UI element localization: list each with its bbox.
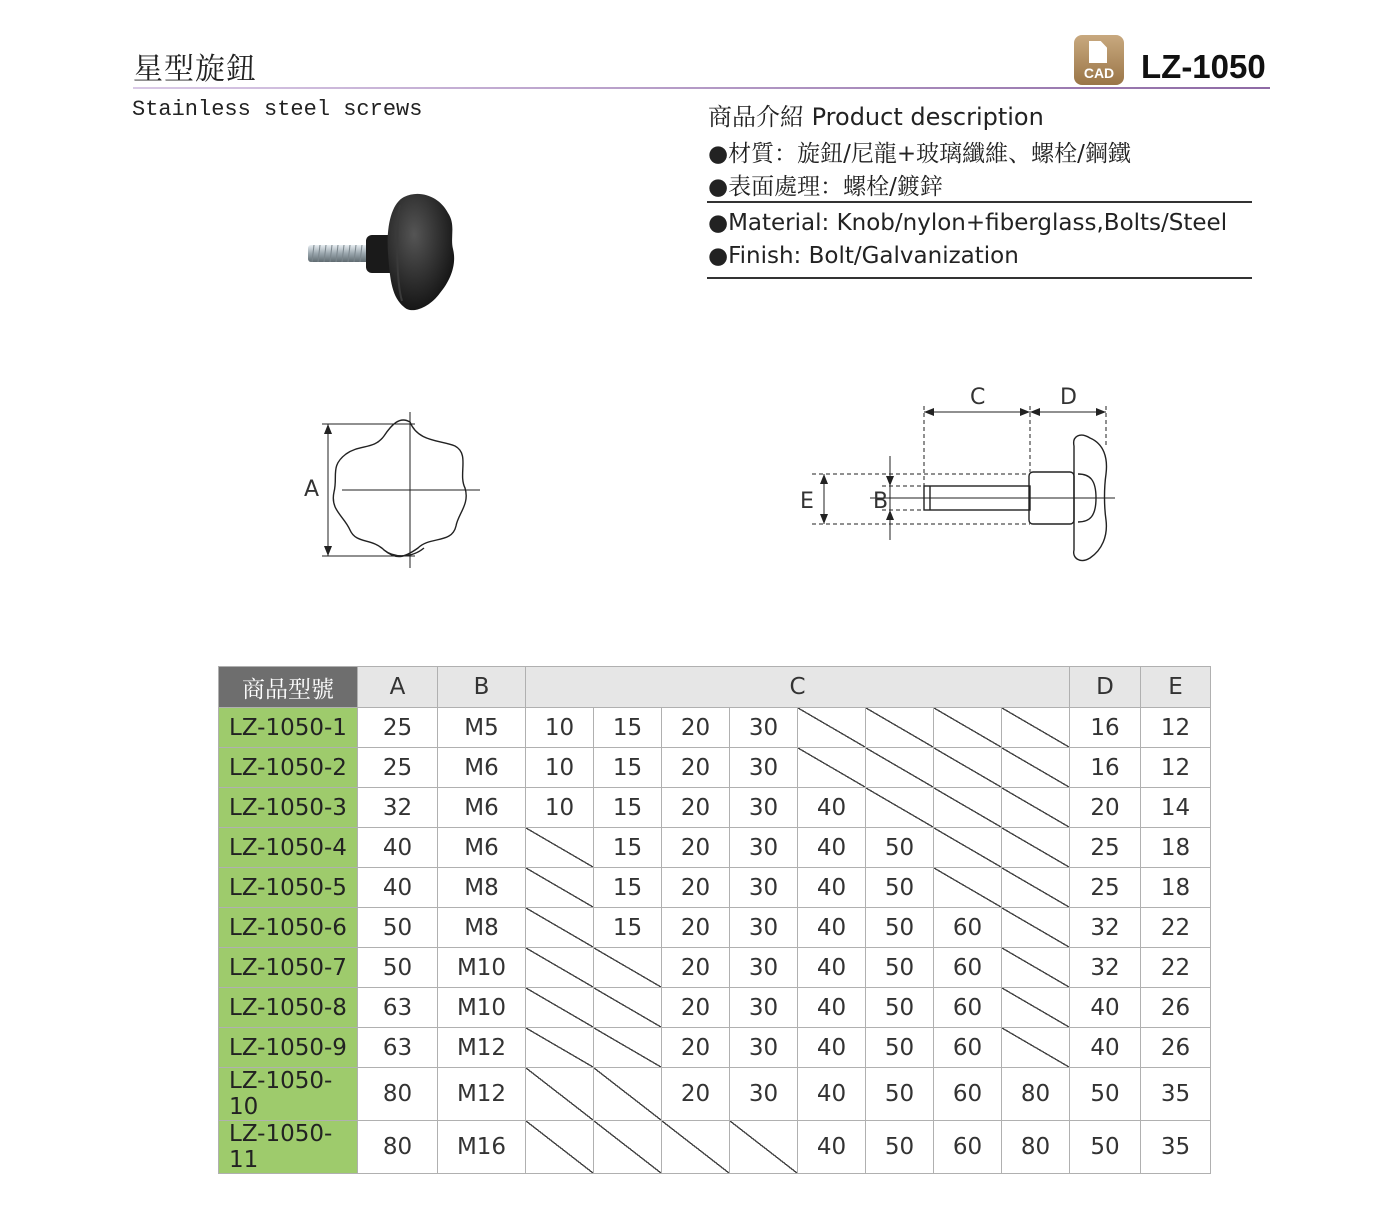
table-row: [219, 788, 1211, 828]
cell-d: 50: [1070, 1121, 1141, 1174]
dimension-label-b: B: [873, 489, 889, 514]
cell-a: 50: [358, 948, 438, 988]
cell-c-empty: [594, 1068, 662, 1121]
cell-e: 22: [1141, 908, 1211, 948]
cell-a: 80: [358, 1068, 438, 1121]
cell-c: 50: [866, 868, 934, 908]
cell-c: 30: [730, 788, 798, 828]
cell-c: 30: [730, 748, 798, 788]
cell-c: 40: [798, 1121, 866, 1174]
table-row: [219, 1121, 1211, 1174]
cell-c-empty: [526, 1068, 594, 1121]
material-en: ●Material: Knob/nylon+fiberglass,Bolts/Steel: [708, 210, 1228, 236]
cell-c-empty: [526, 908, 594, 948]
cell-b: M10: [438, 948, 526, 988]
cell-c: 15: [594, 828, 662, 868]
table-row: [219, 1028, 1211, 1068]
cell-c-empty: [730, 1121, 798, 1174]
cell-e: 14: [1141, 788, 1211, 828]
cell-c-empty: [1002, 788, 1070, 828]
table-header-row: [219, 667, 1211, 708]
cell-c-empty: [934, 748, 1002, 788]
cell-c: 60: [934, 1121, 1002, 1174]
cell-a: 25: [358, 748, 438, 788]
cell-c: 30: [730, 708, 798, 748]
cell-c: 50: [866, 828, 934, 868]
description-heading: 商品介紹 Product description: [708, 103, 1044, 131]
front-view-drawing: [300, 410, 490, 570]
description-bottom-divider: [707, 277, 1252, 279]
cell-c: 15: [594, 788, 662, 828]
cell-c: 15: [594, 908, 662, 948]
cell-c-empty: [934, 788, 1002, 828]
cell-model: LZ-1050-11: [219, 1121, 358, 1174]
description-divider: [707, 201, 1252, 203]
cell-c-empty: [866, 788, 934, 828]
cell-model: LZ-1050-9: [219, 1028, 358, 1068]
header-e: E: [1141, 667, 1211, 708]
cell-b: M5: [438, 708, 526, 748]
cell-c: 20: [662, 708, 730, 748]
cell-c: 20: [662, 748, 730, 788]
cell-e: 26: [1141, 1028, 1211, 1068]
cad-label: CAD: [1083, 65, 1115, 81]
header-model: 商品型號: [219, 667, 358, 708]
dimension-label-a: A: [304, 477, 320, 502]
cell-e: 18: [1141, 828, 1211, 868]
header-b: B: [438, 667, 526, 708]
cell-c-empty: [934, 828, 1002, 868]
cad-download-button[interactable]: [1074, 35, 1124, 85]
cell-c: 15: [594, 748, 662, 788]
cell-c-empty: [594, 988, 662, 1028]
cell-model: LZ-1050-2: [219, 748, 358, 788]
cell-c: 40: [798, 908, 866, 948]
cell-c: 40: [798, 1068, 866, 1121]
cell-d: 50: [1070, 1068, 1141, 1121]
cell-e: 12: [1141, 708, 1211, 748]
cell-c-empty: [526, 1121, 594, 1174]
table-row: [219, 948, 1211, 988]
table-row: [219, 988, 1211, 1028]
header-a: A: [358, 667, 438, 708]
cell-e: 18: [1141, 868, 1211, 908]
cell-c: 30: [730, 948, 798, 988]
cell-c: 30: [730, 1028, 798, 1068]
table-row: [219, 708, 1211, 748]
cell-c-empty: [526, 868, 594, 908]
cell-c: 50: [866, 988, 934, 1028]
cell-c: 50: [866, 1121, 934, 1174]
cell-e: 22: [1141, 948, 1211, 988]
cell-c: 20: [662, 1028, 730, 1068]
cell-c: 15: [594, 868, 662, 908]
side-view-drawing: [790, 378, 1120, 578]
cell-c: 40: [798, 868, 866, 908]
cell-c-empty: [1002, 1028, 1070, 1068]
cell-c: 10: [526, 788, 594, 828]
cell-c-empty: [594, 948, 662, 988]
table-row: [219, 1068, 1211, 1121]
cell-c: 40: [798, 948, 866, 988]
material-cn: ●材質：旋鈕/尼龍+玻璃纖維、螺栓/鋼鐵: [708, 141, 1131, 167]
cell-b: M6: [438, 828, 526, 868]
cell-c: 50: [866, 1028, 934, 1068]
cell-c: 20: [662, 788, 730, 828]
cell-d: 40: [1070, 1028, 1141, 1068]
cell-c: 30: [730, 868, 798, 908]
cell-c-empty: [662, 1121, 730, 1174]
table-row: [219, 748, 1211, 788]
cell-b: M8: [438, 908, 526, 948]
cell-c-empty: [526, 828, 594, 868]
cell-c: 30: [730, 1068, 798, 1121]
cell-d: 32: [1070, 948, 1141, 988]
cell-c: 20: [662, 828, 730, 868]
cell-a: 63: [358, 1028, 438, 1068]
cell-c: 50: [866, 1068, 934, 1121]
document-icon: [1089, 41, 1107, 63]
cell-c-empty: [1002, 708, 1070, 748]
cell-b: M10: [438, 988, 526, 1028]
cell-d: 40: [1070, 988, 1141, 1028]
cell-c: 30: [730, 988, 798, 1028]
dimension-label-e: E: [800, 489, 814, 514]
cell-c: 20: [662, 948, 730, 988]
cell-c-empty: [1002, 868, 1070, 908]
cell-c-empty: [1002, 748, 1070, 788]
cell-c: 40: [798, 788, 866, 828]
cell-model: LZ-1050-4: [219, 828, 358, 868]
page-subtitle: Stainless steel screws: [132, 97, 423, 122]
cell-c: 15: [594, 708, 662, 748]
cell-d: 25: [1070, 868, 1141, 908]
cell-c-empty: [866, 708, 934, 748]
cell-model: LZ-1050-1: [219, 708, 358, 748]
cell-b: M8: [438, 868, 526, 908]
cell-a: 80: [358, 1121, 438, 1174]
cell-c-empty: [1002, 908, 1070, 948]
cell-model: LZ-1050-3: [219, 788, 358, 828]
cell-model: LZ-1050-8: [219, 988, 358, 1028]
cell-c: 20: [662, 1068, 730, 1121]
dimension-label-c: C: [970, 385, 986, 410]
cell-d: 20: [1070, 788, 1141, 828]
product-photo: [300, 185, 470, 320]
cell-a: 32: [358, 788, 438, 828]
header-c: C: [526, 667, 1070, 708]
cell-c: 80: [1002, 1068, 1070, 1121]
cell-e: 26: [1141, 988, 1211, 1028]
cell-b: M6: [438, 788, 526, 828]
cell-c-empty: [526, 988, 594, 1028]
cell-c: 80: [1002, 1121, 1070, 1174]
cell-c: 10: [526, 708, 594, 748]
cell-model: LZ-1050-6: [219, 908, 358, 948]
cell-c-empty: [526, 948, 594, 988]
table-row: [219, 828, 1211, 868]
cell-d: 16: [1070, 748, 1141, 788]
table-row: [219, 908, 1211, 948]
header-divider: [133, 87, 1270, 89]
cell-d: 16: [1070, 708, 1141, 748]
cell-c: 20: [662, 908, 730, 948]
cell-c-empty: [798, 748, 866, 788]
finish-cn: ●表面處理：螺栓/鍍鋅: [708, 174, 943, 200]
cell-model: LZ-1050-7: [219, 948, 358, 988]
cell-e: 35: [1141, 1068, 1211, 1121]
page-title: 星型旋鈕: [133, 52, 257, 87]
cell-d: 25: [1070, 828, 1141, 868]
cell-c: 60: [934, 1028, 1002, 1068]
cell-b: M12: [438, 1068, 526, 1121]
cell-c: 50: [866, 948, 934, 988]
cell-c-empty: [1002, 988, 1070, 1028]
cell-c-empty: [1002, 948, 1070, 988]
model-code: LZ-1050: [1141, 48, 1266, 85]
cell-e: 12: [1141, 748, 1211, 788]
cell-c-empty: [526, 1028, 594, 1068]
cell-c: 40: [798, 988, 866, 1028]
finish-en: ●Finish: Bolt/Galvanization: [708, 243, 1019, 269]
header-d: D: [1070, 667, 1141, 708]
cell-b: M16: [438, 1121, 526, 1174]
cell-c: 60: [934, 908, 1002, 948]
cell-c-empty: [866, 748, 934, 788]
cell-c: 60: [934, 988, 1002, 1028]
cell-c: 40: [798, 828, 866, 868]
cell-c-empty: [798, 708, 866, 748]
cell-c-empty: [1002, 828, 1070, 868]
spec-table: [218, 666, 1211, 1174]
cell-a: 63: [358, 988, 438, 1028]
dimension-label-d: D: [1060, 385, 1077, 410]
cell-b: M12: [438, 1028, 526, 1068]
cell-c: 10: [526, 748, 594, 788]
cell-c: 60: [934, 948, 1002, 988]
cell-model: LZ-1050-5: [219, 868, 358, 908]
cell-model: LZ-1050-10: [219, 1068, 358, 1121]
cell-c-empty: [934, 708, 1002, 748]
cell-c-empty: [594, 1028, 662, 1068]
cell-c: 30: [730, 828, 798, 868]
cell-c: 20: [662, 868, 730, 908]
cell-b: M6: [438, 748, 526, 788]
cell-c: 20: [662, 988, 730, 1028]
cell-c: 50: [866, 908, 934, 948]
cell-a: 50: [358, 908, 438, 948]
cell-c: 60: [934, 1068, 1002, 1121]
cell-d: 32: [1070, 908, 1141, 948]
cell-a: 40: [358, 828, 438, 868]
table-row: [219, 868, 1211, 908]
cell-c: 40: [798, 1028, 866, 1068]
cell-a: 25: [358, 708, 438, 748]
cell-e: 35: [1141, 1121, 1211, 1174]
cell-c-empty: [934, 868, 1002, 908]
cell-a: 40: [358, 868, 438, 908]
cell-c: 30: [730, 908, 798, 948]
cell-c-empty: [594, 1121, 662, 1174]
